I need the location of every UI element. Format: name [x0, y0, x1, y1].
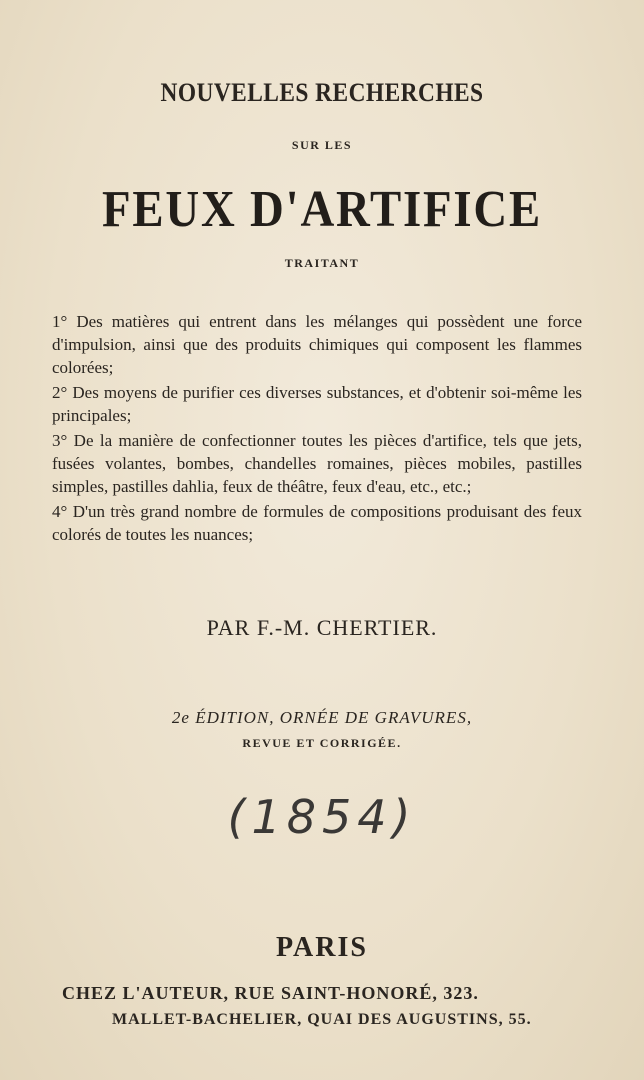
title-line-1: NOUVELLES RECHERCHES — [160, 78, 484, 107]
revision-line: REVUE ET CORRIGÉE. — [242, 736, 402, 750]
main-title: FEUX D'ARTIFICE — [101, 181, 543, 238]
list-item: 3° De la manière de confectionner toutes les pièces d'artifice, tels que jets, fusées volantes, bombes, chandelles romaines, pièces mobiles, pastilles simples, pastilles dahlia, feux de théâtre, feux d'eau, etc., etc.; — [52, 431, 582, 496]
list-item: 2° Des moyens de purifier ces diverses substances, et d'obtenir soi-même les principales; — [52, 383, 582, 425]
imprint-address-1: CHEZ L'AUTEUR, RUE SAINT-HONORÉ, 323. — [62, 983, 479, 1003]
list-item: 4° D'un très grand nombre de formules de compositions produisant des feux colorés de toutes les nuances; — [52, 502, 582, 544]
list-item: 1° Des matières qui entrent dans les mélanges qui possèdent une force d'impulsion, ainsi que des produits chimiques qui composent les flammes colorées; — [52, 312, 582, 377]
contents-list — [52, 310, 582, 548]
imprint-city: PARIS — [276, 932, 368, 963]
edition-line: 2e ÉDITION, ORNÉE DE GRAVURES, — [171, 708, 473, 727]
imprint-address-2: MALLET-BACHELIER, QUAI DES AUGUSTINS, 55. — [112, 1011, 532, 1028]
title-line-4: TRAITANT — [284, 256, 360, 270]
handwritten-year: (1854) — [227, 790, 417, 844]
author-line: PAR F.-M. CHERTIER. — [206, 615, 438, 640]
title-line-2: SUR LES — [291, 138, 353, 152]
